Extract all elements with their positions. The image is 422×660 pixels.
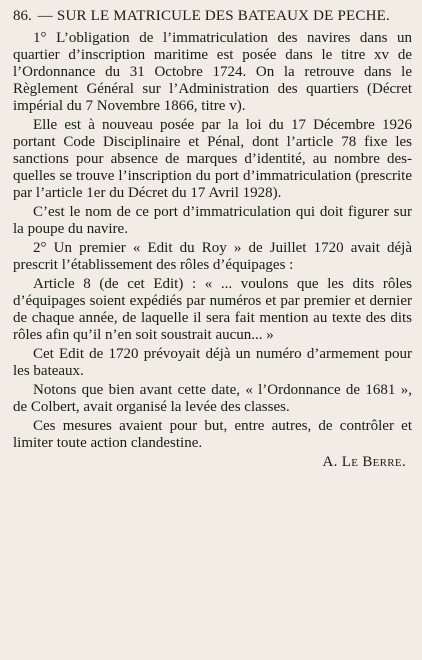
paragraph-1: 1° L’obligation de l’immatriculation des navires dans un quartier d’inscription maritime est posée dans le titre xv de l’Ordonnance du 31 Octobre 1724. On la retrouve dans le Règlement Général sur l’Administration des quartiers (Décret impérial du 7 Novembre 1866, titre v). bbox=[13, 30, 412, 114]
paragraph-6: Cet Edit de 1720 prévoyait déjà un numéro d’armement pour les bateaux. bbox=[13, 346, 412, 379]
paragraph-8: Ces mesures avaient pour but, entre autres, de contrôler et limiter toute action clandestine. bbox=[13, 418, 412, 451]
article-number: 86. bbox=[13, 8, 32, 24]
article-heading bbox=[13, 6, 412, 26]
paragraph-5: Article 8 (de cet Edit) : « ... voulons que les dits rôles d’équipages soient expédiés par numéros et par premier et dernier de chaque année, de laquelle il sera fait mention au texte des dits rôles afin qu’il n’en soit soustrait aucun... » bbox=[13, 276, 412, 343]
paragraph-3: C’est le nom de ce port d’immatriculation qui doit figurer sur la poupe du navire. bbox=[13, 204, 412, 237]
author-name: Le Berre. bbox=[341, 454, 406, 470]
author-signature bbox=[13, 454, 412, 471]
author-initial: A. bbox=[322, 454, 338, 470]
paragraph-2: Elle est à nouveau posée par la loi du 17 Décembre 1926 portant Code Disciplinaire et Pénal, dont l’article 78 fixe les sanctions pour absence de marques d’identité, au nombre desquelles se trouve l’inscription du port d’immatriculation (prescrite par l’article 1er du Décret du 17 Avril 1928). bbox=[13, 117, 412, 201]
paragraph-4: 2° Un premier « Edit du Roy » de Juillet 1720 avait déjà prescrit l’établissement des rôles d’équipages : bbox=[13, 240, 412, 273]
article-title: — SUR LE MATRICULE DES BATEAUX DE PECHE. bbox=[37, 8, 390, 24]
paragraph-7: Notons que bien avant cette date, « l’Ordonnance de 1681 », de Colbert, avait organisé la levée des classes. bbox=[13, 382, 412, 415]
